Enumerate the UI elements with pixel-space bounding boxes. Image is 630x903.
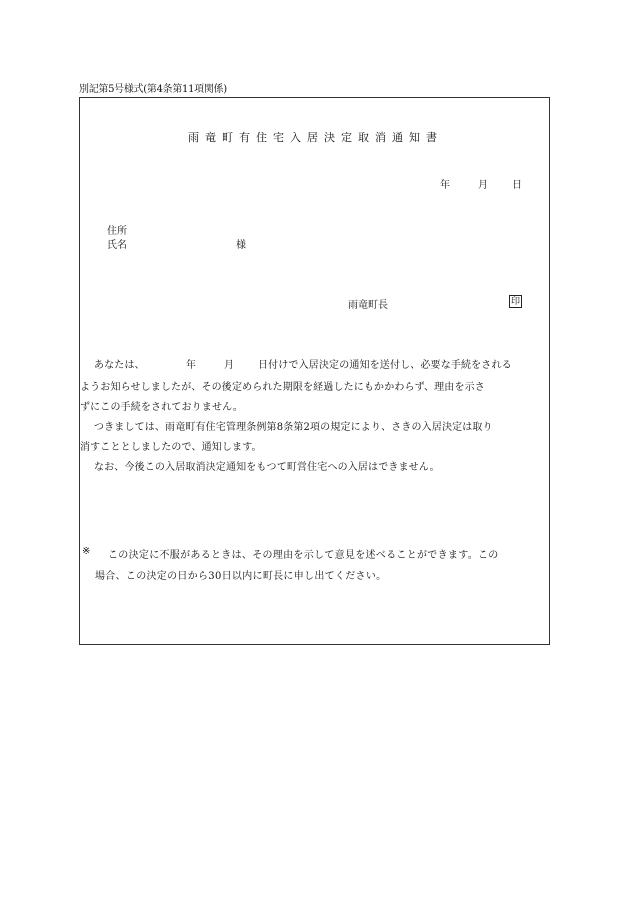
seal-mark: 印 [510,297,520,307]
body-line-2: ようお知らせしましたが、その後定められた期限を経過したにもかかわらず、理由を示さ [80,382,485,393]
address-label: 住所 [107,226,127,237]
body-line-6: なお、今後この入居取消決定通知をもつて町営住宅への入居はできません。 [94,462,440,473]
date-year-label: 年 [440,180,450,191]
body-line-3: ずにこの手続をされておりません。 [80,402,243,413]
body-line-1-month: 月 [224,360,235,371]
sender-name: 雨竜町長 [348,300,388,311]
name-label: 氏名 [107,240,127,251]
note-line-1: この決定に不服があるときは、その理由を示して意見を述べることができます。この [108,550,499,561]
document-title: 雨竜町有住宅入居決定取消通知書 [188,131,443,144]
note-mark: ※ [82,546,91,557]
body-line-1a: あなたは、 [94,360,145,371]
note-line-2: 場合、この決定の日から30日以内に町長に申し出てください。 [95,571,387,582]
form-number-label: 別記第5号様式(第4条第11項関係) [79,84,227,95]
body-line-4: つきましては、雨竜町有住宅管理条例第8条第2項の規定により、さきの入居決定は取り [94,422,493,433]
honorific-label: 様 [236,240,246,251]
date-month-label: 月 [478,180,488,191]
body-line-1b: 日付けで入居決定の通知を送付し、必要な手続をされる [258,360,512,371]
body-line-1-year: 年 [186,360,197,371]
body-line-5: 消すこととしましたので、通知します。 [80,442,262,453]
date-day-label: 日 [512,180,522,191]
